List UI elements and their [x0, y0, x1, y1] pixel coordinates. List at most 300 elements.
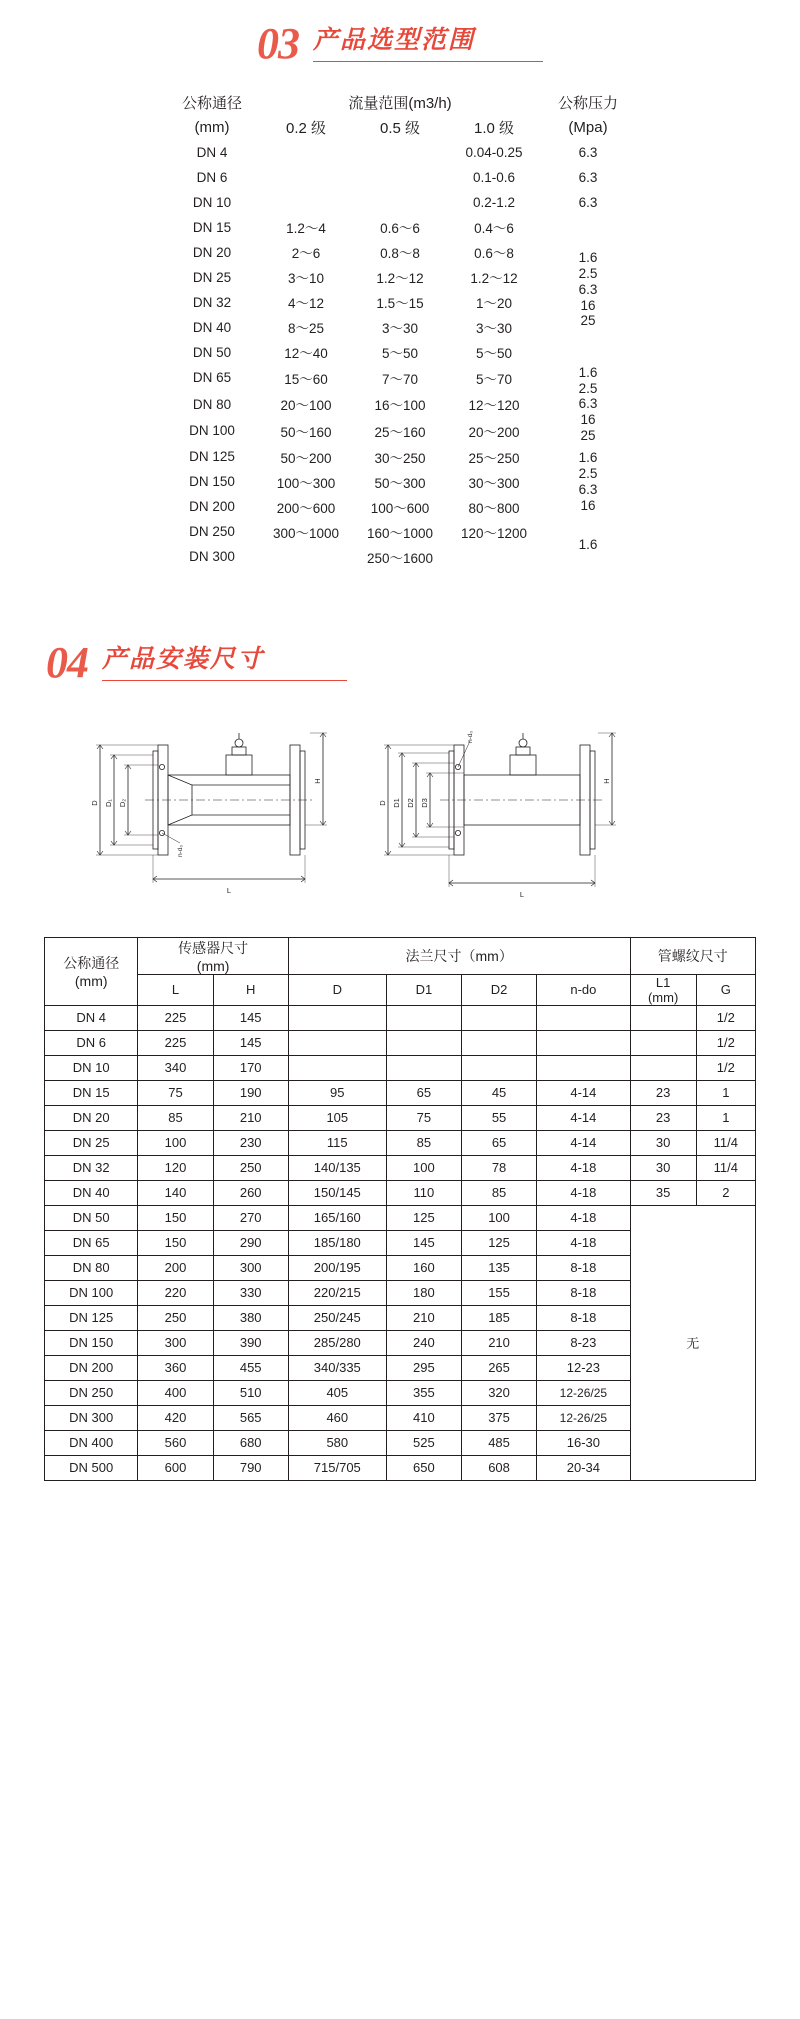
cell-g05: 100～600 — [370, 500, 430, 516]
section-heading-04 — [46, 638, 800, 688]
cell-nd: 4-18 — [537, 1180, 630, 1205]
cell-dn: DN 65 — [45, 1230, 138, 1255]
cell-dn: DN 50 — [45, 1205, 138, 1230]
cell-H: 455 — [213, 1355, 288, 1380]
label-L: L — [226, 885, 232, 895]
cell-D2: 485 — [461, 1430, 536, 1455]
title-underline — [102, 680, 347, 681]
label-n-d0: n-d₀ — [467, 730, 474, 743]
header-pressure-unit: (Mpa) — [568, 118, 608, 136]
table-row — [45, 1080, 756, 1105]
cell-D1: 65 — [386, 1080, 461, 1105]
label-D1: D1 — [392, 798, 401, 808]
cell-nd: 12-26/25 — [537, 1405, 630, 1430]
cell-D: 140/135 — [288, 1155, 386, 1180]
cell-dn: DN 10 — [45, 1055, 138, 1080]
cell-nd: 4-14 — [537, 1105, 630, 1130]
cell-D2: 125 — [461, 1230, 536, 1255]
selection-range-table — [165, 90, 635, 570]
cell-pressure: 6.3 — [578, 144, 598, 160]
label-H: H — [313, 778, 322, 784]
cell-dn: DN 500 — [45, 1455, 138, 1480]
cell-dn: DN 150 — [189, 474, 235, 490]
label-D: D — [378, 800, 387, 806]
label-L: L — [519, 889, 525, 899]
cell-D: 405 — [288, 1380, 386, 1405]
cell-L1: 35 — [630, 1180, 696, 1205]
cell-g10: 12～120 — [468, 398, 520, 414]
cell-L: 220 — [138, 1280, 213, 1305]
cell-D: 200/195 — [288, 1255, 386, 1280]
cell-L: 75 — [138, 1080, 213, 1105]
cell-D1 — [386, 1005, 461, 1030]
label-D2: D2 — [406, 798, 415, 808]
cell-dn: DN 200 — [189, 499, 235, 515]
cell-D: 580 — [288, 1430, 386, 1455]
cell-nd: 4-14 — [537, 1130, 630, 1155]
cell-nd: 8-23 — [537, 1330, 630, 1355]
cell-thread-none: 无 — [630, 1205, 755, 1480]
cell-dn: DN 150 — [45, 1330, 138, 1355]
label-D2: D₂ — [118, 798, 127, 807]
cell-dn: DN 100 — [45, 1280, 138, 1305]
cell-g05 — [353, 165, 447, 190]
section-title: 产品选型范围 — [313, 26, 476, 55]
cell-g02: 4～12 — [287, 296, 325, 312]
cell-dn: DN 6 — [196, 169, 228, 185]
cell-L: 400 — [138, 1380, 213, 1405]
cell-G: 1/2 — [696, 1005, 755, 1030]
cell-g05: 1.2～12 — [376, 271, 424, 287]
table-header-row-1 — [165, 90, 635, 115]
label-D: D — [90, 800, 99, 806]
cell-H: 300 — [213, 1255, 288, 1280]
cell-L: 250 — [138, 1305, 213, 1330]
selection-range-table-wrap — [165, 90, 635, 570]
cell-D2 — [461, 1030, 536, 1055]
header-col-nd: n-do — [537, 974, 630, 1005]
cell-dn: DN 300 — [45, 1405, 138, 1430]
table-row — [45, 1030, 756, 1055]
cell-nd: 4-18 — [537, 1205, 630, 1230]
section-title: 产品安装尺寸 — [102, 645, 265, 674]
header-dn-label: 公称通径 — [63, 955, 120, 972]
cell-L1: 23 — [630, 1080, 696, 1105]
cell-D: 150/145 — [288, 1180, 386, 1205]
cell-g02: 8～25 — [287, 321, 325, 337]
cell-nd: 8-18 — [537, 1255, 630, 1280]
cell-g10: 0.4～6 — [474, 221, 514, 237]
section-title-wrap — [313, 27, 543, 64]
cell-D1: 125 — [386, 1205, 461, 1230]
cell-H: 330 — [213, 1280, 288, 1305]
cell-L: 120 — [138, 1155, 213, 1180]
cell-dn: DN 40 — [192, 319, 232, 335]
cell-g05: 16～100 — [374, 398, 426, 414]
table-row — [45, 1055, 756, 1080]
cell-g10: 5～70 — [475, 371, 513, 387]
cell-L: 340 — [138, 1055, 213, 1080]
cell-g05: 0.6～6 — [380, 221, 420, 237]
cell-D1: 240 — [386, 1330, 461, 1355]
cell-L: 85 — [138, 1105, 213, 1130]
table-row — [45, 1205, 756, 1230]
table-row — [45, 1130, 756, 1155]
cell-nd: 20-34 — [537, 1455, 630, 1480]
cell-D1: 85 — [386, 1130, 461, 1155]
label-D1: D₁ — [104, 798, 113, 807]
header-flow-range: 流量范围(m3/h) — [348, 94, 452, 112]
cell-nd — [537, 1005, 630, 1030]
title-underline — [313, 61, 543, 62]
table-row — [165, 140, 635, 165]
table-row — [45, 1105, 756, 1130]
cell-g05: 7～70 — [381, 371, 419, 387]
table-row — [165, 444, 635, 469]
cell-H: 270 — [213, 1205, 288, 1230]
cell-D2 — [461, 1005, 536, 1030]
cell-D: 250/245 — [288, 1305, 386, 1330]
cell-D: 715/705 — [288, 1455, 386, 1480]
cell-g10: 120～1200 — [460, 525, 528, 541]
cell-dn: DN 80 — [45, 1255, 138, 1280]
cell-dn: DN 250 — [189, 524, 235, 540]
cell-dn: DN 100 — [189, 423, 235, 439]
header-col-H: H — [213, 974, 288, 1005]
table-row — [165, 215, 635, 240]
cell-L1 — [630, 1055, 696, 1080]
cell-H: 170 — [213, 1055, 288, 1080]
cell-dn: DN 50 — [192, 344, 232, 360]
cell-G: 11/4 — [696, 1130, 755, 1155]
cell-g02: 20～100 — [280, 398, 332, 414]
cell-G: 1/2 — [696, 1030, 755, 1055]
table-row — [45, 1155, 756, 1180]
cell-dn: DN 125 — [45, 1305, 138, 1330]
cell-D1: 100 — [386, 1155, 461, 1180]
cell-D2: 375 — [461, 1405, 536, 1430]
cell-D1: 355 — [386, 1380, 461, 1405]
cell-dn: DN 125 — [189, 449, 235, 465]
cell-D1: 145 — [386, 1230, 461, 1255]
header-grade-0-2: 0.2 级 — [285, 119, 327, 137]
cell-L: 420 — [138, 1405, 213, 1430]
cell-D2: 155 — [461, 1280, 536, 1305]
cell-D: 115 — [288, 1130, 386, 1155]
cell-D1: 75 — [386, 1105, 461, 1130]
cell-g02 — [259, 165, 353, 190]
cell-D2: 320 — [461, 1380, 536, 1405]
header-L1-label: L1 — [655, 974, 671, 990]
cell-g05: 160～1000 — [366, 525, 434, 541]
cell-pressure: 6.3 — [578, 169, 598, 185]
cell-nd: 12-26/25 — [537, 1380, 630, 1405]
cell-g05 — [353, 190, 447, 215]
table-row — [45, 1005, 756, 1030]
cell-D1: 210 — [386, 1305, 461, 1330]
cell-g10: 3～30 — [475, 321, 513, 337]
cell-g05: 3～30 — [381, 321, 419, 337]
cell-D: 285/280 — [288, 1330, 386, 1355]
cell-dn: DN 300 — [189, 549, 235, 565]
cell-D1: 110 — [386, 1180, 461, 1205]
cell-dn: DN 10 — [192, 194, 232, 210]
cell-g10: 1.2～12 — [470, 271, 518, 287]
cell-g10: 1～20 — [475, 296, 513, 312]
cell-H: 145 — [213, 1030, 288, 1055]
cell-pressure: 6.3 — [578, 194, 598, 210]
cell-dn: DN 25 — [192, 269, 232, 285]
cell-D: 185/180 — [288, 1230, 386, 1255]
cell-g05-wide: 250～1600 — [366, 550, 434, 566]
cell-dn: DN 400 — [45, 1430, 138, 1455]
cell-H: 260 — [213, 1180, 288, 1205]
cell-nd — [537, 1030, 630, 1055]
cell-nd: 8-18 — [537, 1280, 630, 1305]
cell-dn: DN 40 — [45, 1180, 138, 1205]
cell-nd: 12-23 — [537, 1355, 630, 1380]
header-thread-label: 管螺纹尺寸 — [657, 947, 728, 964]
cell-D1: 525 — [386, 1430, 461, 1455]
cell-D2: 65 — [461, 1130, 536, 1155]
cell-g02: 200～600 — [276, 500, 336, 516]
header-grade-1-0: 1.0 级 — [473, 119, 515, 137]
cell-pressure-group: 1.6 2.5 6.3 16 25 — [578, 364, 598, 444]
installation-table-wrap — [44, 937, 756, 1481]
cell-nd — [537, 1055, 630, 1080]
cell-g05: 1.5～15 — [376, 296, 424, 312]
cell-D: 220/215 — [288, 1280, 386, 1305]
table-header-row-1 — [45, 937, 756, 974]
header-thread — [630, 937, 755, 974]
cell-D2: 78 — [461, 1155, 536, 1180]
cell-D1: 650 — [386, 1455, 461, 1480]
installation-drawings — [40, 711, 760, 911]
cell-nd: 16-30 — [537, 1430, 630, 1455]
cell-dn: DN 65 — [192, 370, 232, 386]
cell-g02: 100～300 — [276, 475, 336, 491]
cell-L1 — [630, 1005, 696, 1030]
header-col-L1 — [630, 974, 696, 1005]
cell-g02: 50～160 — [280, 424, 332, 440]
cell-g02: 12～40 — [284, 346, 328, 362]
cell-dn: DN 15 — [192, 219, 232, 235]
cell-g10: 30～300 — [468, 475, 520, 491]
cell-g05 — [353, 140, 447, 165]
cell-D2: 55 — [461, 1105, 536, 1130]
cell-D2: 135 — [461, 1255, 536, 1280]
section-heading-03 — [0, 19, 800, 68]
cell-H: 190 — [213, 1080, 288, 1105]
cell-pressure-group: 1.6 2.5 6.3 16 25 — [578, 249, 598, 329]
cell-nd: 4-18 — [537, 1230, 630, 1255]
cell-L: 100 — [138, 1130, 213, 1155]
cell-L: 225 — [138, 1005, 213, 1030]
cell-D2: 210 — [461, 1330, 536, 1355]
cell-pressure-group: 1.6 — [578, 536, 598, 552]
cell-D: 460 — [288, 1405, 386, 1430]
table-row — [165, 190, 635, 215]
header-dn-unit: (mm) — [194, 118, 230, 136]
cell-g02: 50～200 — [280, 450, 332, 466]
cell-H: 290 — [213, 1230, 288, 1255]
cell-H: 145 — [213, 1005, 288, 1030]
cell-D: 165/160 — [288, 1205, 386, 1230]
cell-D1 — [386, 1030, 461, 1055]
cell-D: 105 — [288, 1105, 386, 1130]
cell-H: 230 — [213, 1130, 288, 1155]
section-title-wrap — [102, 646, 347, 683]
header-col-D2: D2 — [461, 974, 536, 1005]
cell-H: 565 — [213, 1405, 288, 1430]
table-header-row-2 — [165, 115, 635, 140]
cell-H: 680 — [213, 1430, 288, 1455]
section-number: 04 — [46, 638, 88, 688]
cell-G: 2 — [696, 1180, 755, 1205]
installation-dimension-table — [44, 937, 756, 1481]
cell-g05: 5～50 — [381, 346, 419, 362]
cell-dn: DN 15 — [45, 1080, 138, 1105]
cell-L1: 30 — [630, 1155, 696, 1180]
cell-dn: DN 4 — [45, 1005, 138, 1030]
section-number: 03 — [257, 19, 299, 68]
cell-L1: 23 — [630, 1105, 696, 1130]
cell-g10: 0.1-0.6 — [472, 169, 516, 185]
cell-dn: DN 250 — [45, 1380, 138, 1405]
cell-D1: 180 — [386, 1280, 461, 1305]
cell-D2: 45 — [461, 1080, 536, 1105]
cell-L1: 30 — [630, 1130, 696, 1155]
cell-dn: DN 200 — [45, 1355, 138, 1380]
header-sensor — [138, 937, 288, 974]
cell-g05: 0.8～8 — [380, 246, 420, 262]
cell-g02: 300～1000 — [272, 525, 340, 541]
cell-dn: DN 20 — [45, 1105, 138, 1130]
cell-D1 — [386, 1055, 461, 1080]
cell-L1 — [630, 1030, 696, 1055]
cell-D1: 160 — [386, 1255, 461, 1280]
cell-dn: DN 80 — [192, 396, 232, 412]
label-H: H — [602, 778, 611, 784]
cell-D: 95 — [288, 1080, 386, 1105]
cell-g10: 0.04-0.25 — [465, 144, 523, 160]
cell-G: 1 — [696, 1080, 755, 1105]
cell-H: 790 — [213, 1455, 288, 1480]
header-L1-unit: (mm) — [647, 989, 679, 1005]
cell-D1: 410 — [386, 1405, 461, 1430]
header-sensor-unit: (mm) — [196, 957, 230, 974]
cell-D1: 295 — [386, 1355, 461, 1380]
header-col-L: L — [138, 974, 213, 1005]
cell-H: 390 — [213, 1330, 288, 1355]
cell-H: 510 — [213, 1380, 288, 1405]
cell-g02 — [259, 190, 353, 215]
header-col-D1: D1 — [386, 974, 461, 1005]
table-row — [165, 365, 635, 392]
header-dn: 公称通径 — [181, 94, 242, 112]
header-pressure: 公称压力 — [557, 94, 618, 112]
cell-nd: 4-14 — [537, 1080, 630, 1105]
cell-D2: 265 — [461, 1355, 536, 1380]
cell-G: 11/4 — [696, 1155, 755, 1180]
cell-nd: 4-18 — [537, 1155, 630, 1180]
header-dn-unit: (mm) — [74, 973, 108, 990]
cell-H: 380 — [213, 1305, 288, 1330]
cell-D2: 85 — [461, 1180, 536, 1205]
cell-dn: DN 20 — [192, 244, 232, 260]
cell-G: 1 — [696, 1105, 755, 1130]
cell-D2: 608 — [461, 1455, 536, 1480]
cell-L: 600 — [138, 1455, 213, 1480]
cell-dn: DN 6 — [45, 1030, 138, 1055]
cell-D2 — [461, 1055, 536, 1080]
cell-g05: 25～160 — [374, 424, 426, 440]
cell-D: 340/335 — [288, 1355, 386, 1380]
cell-D2: 185 — [461, 1305, 536, 1330]
cell-g02: 2～6 — [291, 246, 321, 262]
cell-L: 150 — [138, 1205, 213, 1230]
cell-g02: 1.2～4 — [286, 221, 326, 237]
cell-D — [288, 1055, 386, 1080]
cell-g05: 30～250 — [374, 450, 426, 466]
cell-L: 200 — [138, 1255, 213, 1280]
cell-H: 250 — [213, 1155, 288, 1180]
cell-L: 360 — [138, 1355, 213, 1380]
cell-g02: 15～60 — [284, 371, 328, 387]
drawing-svg — [40, 711, 760, 911]
cell-g10: 20～200 — [468, 424, 520, 440]
cell-nd: 8-18 — [537, 1305, 630, 1330]
product-spec-page — [0, 19, 800, 1481]
cell-g05: 50～300 — [374, 475, 426, 491]
label-D3: D3 — [420, 798, 429, 808]
cell-L: 140 — [138, 1180, 213, 1205]
cell-L: 560 — [138, 1430, 213, 1455]
cell-L: 150 — [138, 1230, 213, 1255]
cell-L: 225 — [138, 1030, 213, 1055]
cell-g10: 80～800 — [468, 500, 520, 516]
cell-dn: DN 32 — [192, 294, 232, 310]
header-sensor-label: 传感器尺寸 — [178, 939, 249, 956]
table-row — [165, 165, 635, 190]
table-row — [165, 519, 635, 544]
table-row — [45, 1180, 756, 1205]
table-header-row-2 — [45, 974, 756, 1005]
cell-g10: 0.6～8 — [474, 246, 514, 262]
cell-D2: 100 — [461, 1205, 536, 1230]
cell-dn: DN 32 — [45, 1155, 138, 1180]
label-n-d0: n-d₀ — [177, 844, 184, 857]
cell-D — [288, 1030, 386, 1055]
cell-L: 300 — [138, 1330, 213, 1355]
cell-g02 — [259, 140, 353, 165]
cell-dn: DN 4 — [196, 144, 228, 160]
cell-g10: 5～50 — [475, 346, 513, 362]
cell-D — [288, 1005, 386, 1030]
cell-dn: DN 25 — [45, 1130, 138, 1155]
cell-g10: 0.2-1.2 — [472, 194, 516, 210]
cell-pressure-group: 1.6 2.5 6.3 16 — [578, 449, 598, 513]
header-grade-0-5: 0.5 级 — [379, 119, 421, 137]
header-flange: 法兰尺寸（mm） — [288, 937, 630, 974]
header-dn — [45, 937, 138, 1005]
cell-G: 1/2 — [696, 1055, 755, 1080]
header-col-G: G — [696, 974, 755, 1005]
header-col-D: D — [288, 974, 386, 1005]
cell-H: 210 — [213, 1105, 288, 1130]
cell-g10: 25～250 — [468, 450, 520, 466]
cell-g02: 3～10 — [287, 271, 325, 287]
